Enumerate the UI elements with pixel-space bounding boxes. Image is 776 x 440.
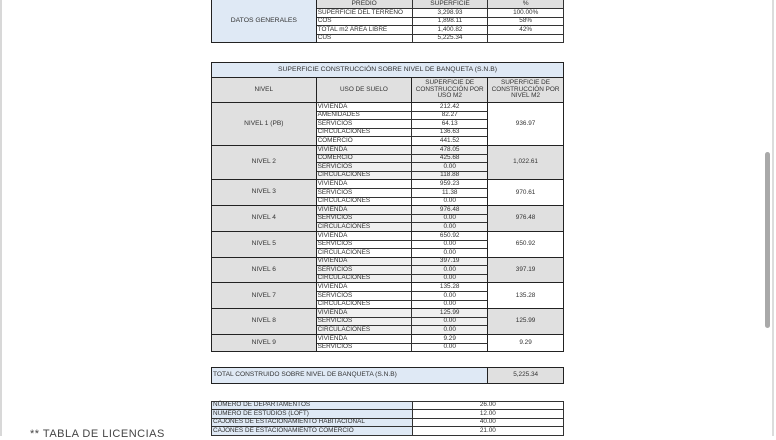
uso-cell: CIRCULACIONES [316, 300, 412, 309]
valor-uso-cell: 0.00 [412, 240, 488, 249]
uso-cell: AMENIDADES [316, 111, 412, 120]
uso-cell: SERVICIOS [316, 317, 412, 326]
nivel-cell: NIVEL 7 [212, 283, 317, 309]
nivel-cell: NIVEL 6 [212, 257, 317, 283]
col-header-superficie: SUPERFICIE [412, 0, 488, 9]
valor-uso-cell: 0.00 [412, 197, 488, 206]
table-row [212, 206, 564, 215]
snb-table [211, 62, 564, 352]
resumen-value: 21.00 [412, 427, 563, 435]
table-row [212, 410, 564, 418]
resumen-value: 26.00 [412, 402, 563, 410]
nivel-total-cell: 397.19 [488, 257, 564, 283]
uso-cell: SERVICIOS [316, 120, 412, 129]
table-row [212, 418, 564, 426]
pct-cell: 58% [488, 17, 564, 26]
table-row [212, 103, 564, 112]
col-header-nivel: NIVEL [212, 78, 317, 103]
total-snb-table [211, 367, 564, 384]
valor-uso-cell: 0.00 [412, 249, 488, 258]
table-row [212, 231, 564, 240]
valor-uso-cell: 441.52 [412, 137, 488, 146]
resumen-label: NÚMERO DE ESTUDIOS (LOFT) [212, 410, 413, 418]
valor-uso-cell: 0.00 [412, 317, 488, 326]
uso-cell: CIRCULACIONES [316, 197, 412, 206]
uso-cell: SERVICIOS [316, 343, 412, 352]
table-row [212, 283, 564, 292]
uso-cell: VIVIENDA [316, 206, 412, 215]
valor-uso-cell: 0.00 [412, 326, 488, 335]
col-header-por-uso: SUPERFICIE DE CONSTRUCCIÓN POR USO M2 [412, 78, 488, 103]
uso-cell: VIVIENDA [316, 180, 412, 189]
pct-cell: 100.00% [488, 9, 564, 18]
valor-uso-cell: 125.99 [412, 309, 488, 318]
uso-cell: COMERCIO [316, 137, 412, 146]
nivel-total-cell: 125.99 [488, 309, 564, 335]
uso-cell: SERVICIOS [316, 266, 412, 275]
table-row [212, 180, 564, 189]
uso-cell: SERVICIOS [316, 214, 412, 223]
table-row [212, 309, 564, 318]
resumen-label: CAJONES DE ESTACIONAMIENTO COMERCIO [212, 427, 413, 435]
nivel-total-cell: 936.97 [488, 103, 564, 146]
total-snb-value: 5,225.34 [488, 368, 564, 384]
uso-cell: CIRCULACIONES [316, 128, 412, 137]
resumen-label: CAJONES DE ESTACIONAMIENTO HABITACIONAL [212, 418, 413, 426]
valor-uso-cell: 64.13 [412, 120, 488, 129]
uso-cell: VIVIENDA [316, 257, 412, 266]
predio-cell: TOTAL m2 ÁREA LIBRE [316, 26, 412, 35]
valor-uso-cell: 0.00 [412, 266, 488, 275]
table-row [212, 145, 564, 154]
resumen-table [211, 401, 564, 436]
uso-cell: VIVIENDA [316, 231, 412, 240]
nivel-total-cell: 970.61 [488, 180, 564, 206]
valor-uso-cell: 11.38 [412, 188, 488, 197]
valor-uso-cell: 650.92 [412, 231, 488, 240]
uso-cell: CIRCULACIONES [316, 326, 412, 335]
col-header-por-nivel: SUPERFICIE DE CONSTRUCCIÓN POR NIVEL M2 [488, 78, 564, 103]
nivel-total-cell: 135.28 [488, 283, 564, 309]
uso-cell: VIVIENDA [316, 145, 412, 154]
valor-uso-cell: 0.00 [412, 343, 488, 352]
valor-uso-cell: 0.00 [412, 163, 488, 172]
nivel-total-cell: 650.92 [488, 231, 564, 257]
uso-cell: SERVICIOS [316, 188, 412, 197]
resumen-value: 12.00 [412, 410, 563, 418]
uso-cell: SERVICIOS [316, 240, 412, 249]
nivel-cell: NIVEL 3 [212, 180, 317, 206]
superficie-cell: 1,898.11 [412, 17, 488, 26]
table-row [212, 257, 564, 266]
scroll-track[interactable] [772, 0, 774, 436]
scrollbar-thumb[interactable] [765, 152, 770, 328]
uso-cell: CIRCULACIONES [316, 249, 412, 258]
datos-generales-table [211, 0, 564, 43]
valor-uso-cell: 478.05 [412, 145, 488, 154]
uso-cell: VIVIENDA [316, 283, 412, 292]
predio-cell: SUPERFICIE DEL TERRENO [316, 9, 412, 18]
nivel-cell: NIVEL 9 [212, 335, 317, 352]
uso-cell: CIRCULACIONES [316, 274, 412, 283]
resumen-label: NÚMERO DE DEPARTAMENTOS [212, 402, 413, 410]
superficie-cell: 3,298.93 [412, 9, 488, 18]
uso-cell: VIVIENDA [316, 309, 412, 318]
valor-uso-cell: 135.28 [412, 283, 488, 292]
uso-cell: VIVIENDA [316, 335, 412, 344]
valor-uso-cell: 9.29 [412, 335, 488, 344]
uso-cell: SERVICIOS [316, 292, 412, 301]
tabla-licencias-heading: ** TABLA DE LICENCIAS [30, 428, 165, 440]
resumen-value: 40.00 [412, 418, 563, 426]
pct-cell [488, 34, 564, 43]
nivel-total-cell: 1,022.61 [488, 145, 564, 179]
table-row [212, 427, 564, 435]
valor-uso-cell: 0.00 [412, 214, 488, 223]
predio-cell: CUS [316, 34, 412, 43]
valor-uso-cell: 397.19 [412, 257, 488, 266]
nivel-total-cell: 9.29 [488, 335, 564, 352]
valor-uso-cell: 959.23 [412, 180, 488, 189]
col-header-pct: % [488, 0, 564, 9]
valor-uso-cell: 425.68 [412, 154, 488, 163]
pct-cell: 42% [488, 26, 564, 35]
uso-cell: SERVICIOS [316, 163, 412, 172]
valor-uso-cell: 0.00 [412, 223, 488, 232]
valor-uso-cell: 0.00 [412, 300, 488, 309]
total-snb-label: TOTAL CONSTRUIDO SOBRE NIVEL DE BANQUETA (S.N.B) [212, 368, 488, 384]
nivel-cell: NIVEL 8 [212, 309, 317, 335]
nivel-total-cell: 976.48 [488, 206, 564, 232]
datos-generales-label: DATOS GENERALES [212, 0, 317, 43]
nivel-cell: NIVEL 2 [212, 145, 317, 179]
valor-uso-cell: 136.63 [412, 128, 488, 137]
nivel-cell: NIVEL 1 (PB) [212, 103, 317, 146]
uso-cell: CIRCULACIONES [316, 223, 412, 232]
table-row [212, 402, 564, 410]
superficie-cell: 1,400.82 [412, 26, 488, 35]
nivel-cell: NIVEL 4 [212, 206, 317, 232]
nivel-cell: NIVEL 5 [212, 231, 317, 257]
page-left-edge [0, 0, 2, 436]
valor-uso-cell: 212.42 [412, 103, 488, 112]
valor-uso-cell: 0.00 [412, 274, 488, 283]
col-header-uso: USO DE SUELO [316, 78, 412, 103]
table-row [212, 335, 564, 344]
valor-uso-cell: 118.88 [412, 171, 488, 180]
valor-uso-cell: 976.48 [412, 206, 488, 215]
col-header-predio: PREDIO [316, 0, 412, 9]
uso-cell: VIVIENDA [316, 103, 412, 112]
valor-uso-cell: 82.27 [412, 111, 488, 120]
snb-title: SUPERFICIE CONSTRUCCIÓN SOBRE NIVEL DE BANQUETA (S.N.B) [212, 63, 564, 78]
valor-uso-cell: 0.00 [412, 292, 488, 301]
uso-cell: CIRCULACIONES [316, 171, 412, 180]
superficie-cell: 5,225.34 [412, 34, 488, 43]
uso-cell: COMERCIO [316, 154, 412, 163]
predio-cell: COS [316, 17, 412, 26]
